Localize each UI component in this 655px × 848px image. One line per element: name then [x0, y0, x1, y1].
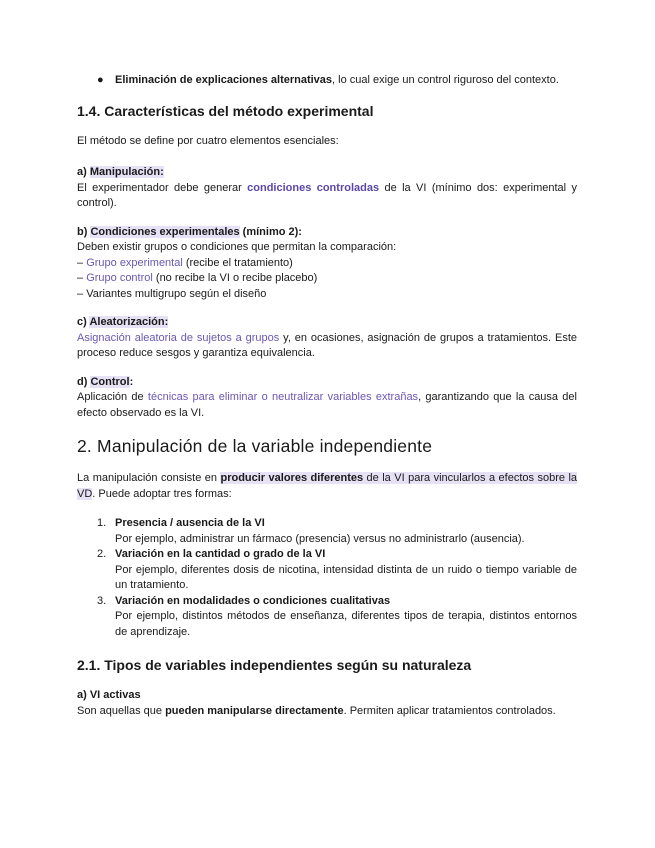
form-item: 2. Variación en la cantidad o grado de la VI Por ejemplo, diferentes dosis de nicotina, intensidad distinta de un ruido o tiempo variable de un tratamiento.	[77, 547, 577, 594]
document-page	[77, 73, 577, 719]
bullet-dot-icon: ●	[97, 74, 104, 86]
section-heading-1-4: 1.4. Características del método experimental	[77, 102, 374, 119]
form-item: 1. Presencia / ausencia de la VI Por ejemplo, administrar un fármaco (presencia) versus no administrarlo (ausencia).	[77, 516, 577, 547]
list-item: – Grupo control (no recibe la VI o recibe placebo)	[77, 272, 318, 284]
bullet-item	[77, 73, 577, 89]
element-control	[77, 375, 577, 422]
element-title: a) VI activas	[77, 689, 141, 701]
list-item: – Variantes multigrupo según el diseño	[77, 287, 267, 300]
form-desc: Por ejemplo, administrar un fármaco (presencia) versus no administrarlo (ausencia).	[115, 532, 525, 545]
form-desc: Por ejemplo, diferentes dosis de nicotina, intensidad distinta de un ruido o tiempo variable de un tratamiento.	[115, 563, 577, 591]
section-2-intro: La manipulación consiste en producir valores diferentes de la VI para vincularlos a efectos sobre la VD. Puede adoptar tres formas:	[77, 472, 578, 500]
element-condiciones	[77, 225, 577, 303]
element-text: Son aquellas que pueden manipularse directamente. Permiten aplicar tratamientos controlados.	[77, 704, 556, 717]
section-heading-2-1: 2.1. Tipos de variables independientes según su naturaleza	[77, 657, 472, 673]
element-manipulacion	[77, 165, 577, 212]
element-title: a) Manipulación:	[77, 166, 164, 178]
form-title: Presencia / ausencia de la VI	[115, 517, 265, 529]
section-intro: El método se define por cuatro elementos esenciales:	[77, 134, 339, 147]
element-text: Deben existir grupos o condiciones que permitan la comparación:	[77, 241, 397, 253]
element-text: Asignación aleatoria de sujetos a grupos y, en ocasiones, asignación de grupos a tratamientos. Este proceso reduce sesgos y garantiza equivalencia.	[77, 331, 577, 359]
form-desc: Por ejemplo, distintos métodos de enseñanza, diferentes tipos de terapia, distintos entornos de aprendizaje.	[115, 610, 577, 638]
form-item: 3. Variación en modalidades o condiciones cualitativas Por ejemplo, distintos métodos de enseñanza, diferentes tipos de terapia, distintos entornos de aprendizaje.	[77, 594, 577, 641]
element-title: d) Control:	[77, 375, 134, 388]
list-item: – Grupo experimental (recibe el tratamiento)	[77, 256, 293, 269]
element-title: b) Condiciones experimentales (mínimo 2):	[77, 225, 302, 238]
element-aleatorizacion	[77, 315, 577, 362]
bullet-bold-text: Eliminación de explicaciones alternativas	[115, 74, 333, 86]
element-vi-activas	[77, 688, 577, 719]
element-text: El experimentador debe generar condiciones controladas de la VI (mínimo dos: experimental y control).	[77, 181, 577, 209]
bullet-text: , lo cual exige un control riguroso del contexto.	[332, 74, 559, 86]
forms-list	[77, 516, 577, 640]
element-title: c) Aleatorización:	[77, 316, 169, 328]
form-title: Variación en modalidades o condiciones cualitativas	[115, 594, 391, 607]
element-text: Aplicación de técnicas para eliminar o neutralizar variables extrañas, garantizando que la causa del efecto observado es la VI.	[77, 391, 577, 419]
form-title: Variación en la cantidad o grado de la VI	[115, 548, 326, 560]
section-heading-2: 2. Manipulación de la variable independiente	[77, 436, 433, 456]
